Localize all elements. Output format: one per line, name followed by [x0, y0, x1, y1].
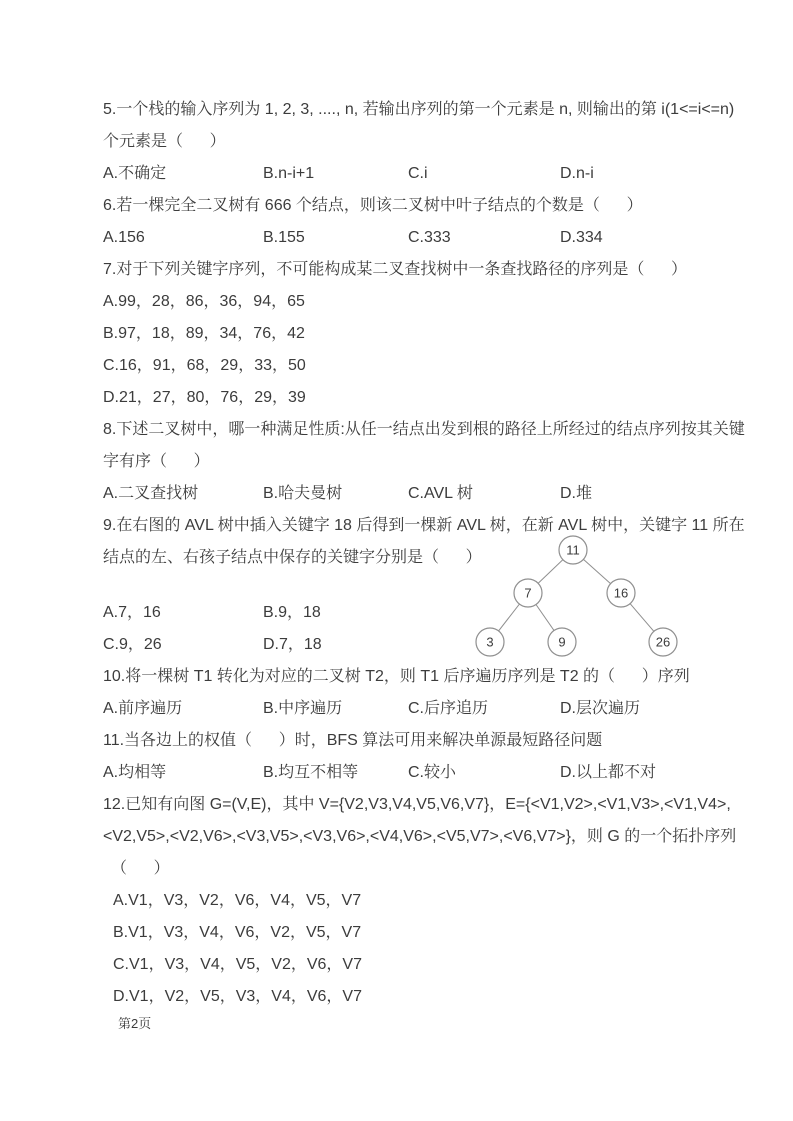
question-10-option-b: B.中序遍历 — [263, 700, 343, 717]
question-5 — [103, 94, 748, 190]
question-12-option-row — [103, 949, 748, 981]
question-6 — [103, 190, 748, 254]
question-5-options — [103, 158, 748, 190]
question-7-option-a: A.99，28，86，36，94，65 — [103, 293, 305, 310]
tree-node-label: 26 — [655, 634, 671, 650]
question-8-option-c: C.AVL 树 — [408, 485, 473, 502]
question-12-text-line-1: 12.已知有向图 G=(V,E)，其中 V={V2,V3,V4,V5,V6,V7}，E={<V1,V2>,<V1,V3>,<V1,V4>, — [103, 796, 731, 813]
question-7-option-c: C.16，91，68，29，33，50 — [103, 357, 306, 374]
tree-node-label: 16 — [613, 585, 629, 601]
question-5-text-line-2: 个元素是（ ） — [103, 133, 226, 150]
tree-node-7 — [514, 579, 542, 607]
question-11-option-b: B.均互不相等 — [263, 764, 359, 781]
question-7-option-d: D.21，27，80，76，29，39 — [103, 389, 306, 406]
question-8-text-line-2: 字有序（ ） — [103, 453, 210, 470]
question-7-option-row — [103, 350, 748, 382]
question-8-option-d: D.堆 — [560, 485, 593, 502]
question-10 — [103, 661, 748, 725]
question-8-text-line-1: 8.下述二叉树中，哪一种满足性质:从任一结点出发到根的路径上所经过的结点序列按其关键 — [103, 421, 745, 438]
question-6-option-b: B.155 — [263, 229, 305, 246]
question-9-option-d: D.7，18 — [263, 636, 322, 653]
avl-tree-diagram — [470, 526, 700, 668]
question-12-option-d: D.V1，V2，V5，V3，V4，V6，V7 — [113, 988, 362, 1005]
question-9-text-line-2: 结点的左、右孩子结点中保存的关键字分别是（ ） — [103, 549, 482, 566]
question-12-option-c: C.V1，V3，V4，V5，V2，V6，V7 — [113, 956, 362, 973]
question-12-option-row — [103, 885, 748, 917]
question-7-options — [103, 286, 748, 414]
question-10-option-d: D.层次遍历 — [560, 700, 641, 717]
question-10-option-c: C.后序追历 — [408, 700, 489, 717]
question-5-option-row — [103, 158, 748, 190]
tree-node-11 — [559, 536, 587, 564]
question-7-option-row — [103, 318, 748, 350]
question-7 — [103, 254, 748, 414]
question-8 — [103, 414, 748, 510]
page-number: 第2页 — [118, 1016, 152, 1031]
question-11-option-d: D.以上都不对 — [560, 764, 657, 781]
question-11-option-a: A.均相等 — [103, 764, 167, 781]
tree-node-9 — [548, 628, 576, 656]
question-12-text-line-2: <V2,V5>,<V2,V6>,<V3,V5>,<V3,V6>,<V4,V6>,<V5,V7>,<V6,V7>}，则 G 的一个拓扑序列 — [103, 828, 737, 845]
question-10-option-row — [103, 693, 748, 725]
question-12-option-row — [103, 917, 748, 949]
question-11-text-line-1: 11.当各边上的权值（ ）时，BFS 算法可用来解决单源最短路径问题 — [103, 732, 603, 749]
tree-node-26 — [649, 628, 677, 656]
question-5-text-line-1: 5.一个栈的输入序列为 1, 2, 3, ...., n, 若输出序列的第一个元素是 n, 则输出的第 i(1<=i<=n) — [103, 101, 735, 118]
question-6-option-d: D.334 — [560, 229, 603, 246]
tree-node-label: 3 — [486, 634, 494, 650]
question-7-option-row — [103, 382, 748, 414]
question-6-option-a: A.156 — [103, 229, 145, 246]
question-8-options — [103, 478, 748, 510]
question-12-option-b: B.V1，V3，V4，V6，V2，V5，V7 — [113, 924, 362, 941]
question-7-text-line-1: 7.对于下列关键字序列，不可能构成某二叉查找树中一条查找路径的序列是（ ） — [103, 261, 688, 278]
question-6-options — [103, 222, 748, 254]
question-12 — [103, 789, 748, 1013]
question-12-text-line-3: （ ） — [103, 860, 170, 877]
tree-node-3 — [476, 628, 504, 656]
question-7-option-b: B.97，18，89，34，76，42 — [103, 325, 305, 342]
question-9-option-c: C.9，26 — [103, 636, 162, 653]
tree-node-16 — [607, 579, 635, 607]
question-9-option-b: B.9，18 — [263, 604, 321, 621]
question-12-options — [103, 885, 748, 1013]
question-11-options — [103, 757, 748, 789]
question-12-option-row — [103, 981, 748, 1013]
question-10-options — [103, 693, 748, 725]
question-5-option-b: B.n-i+1 — [263, 165, 315, 182]
question-11-option-row — [103, 757, 748, 789]
question-9-option-a: A.7，16 — [103, 604, 161, 621]
question-11-option-c: C.较小 — [408, 764, 457, 781]
question-5-option-c: C.i — [408, 165, 428, 182]
question-8-option-row — [103, 478, 748, 510]
question-6-option-c: C.333 — [408, 229, 451, 246]
tree-node-label: 9 — [558, 634, 566, 650]
question-5-option-d: D.n-i — [560, 165, 594, 182]
question-7-option-row — [103, 286, 748, 318]
question-12-option-a: A.V1，V3，V2，V6，V4，V5，V7 — [113, 892, 362, 909]
question-6-option-row — [103, 222, 748, 254]
question-10-option-a: A.前序遍历 — [103, 700, 183, 717]
tree-node-label: 11 — [566, 542, 580, 558]
question-8-option-b: B.哈夫曼树 — [263, 485, 343, 502]
question-5-option-a: A.不确定 — [103, 165, 167, 182]
question-10-text-line-1: 10.将一棵树 T1 转化为对应的二叉树 T2，则 T1 后序遍历序列是 T2 的（ ）序列 — [103, 668, 690, 685]
question-11 — [103, 725, 748, 789]
question-6-text-line-1: 6.若一棵完全二叉树有 666 个结点，则该二叉树中叶子结点的个数是（ ） — [103, 197, 643, 214]
question-8-option-a: A.二叉查找树 — [103, 485, 199, 502]
tree-node-label: 7 — [524, 585, 532, 601]
question-9-text-line-1: 9.在右图的 AVL 树中插入关键字 18 后得到一棵新 AVL 树，在新 AVL 树中，关键字 11 所在 — [103, 517, 745, 534]
